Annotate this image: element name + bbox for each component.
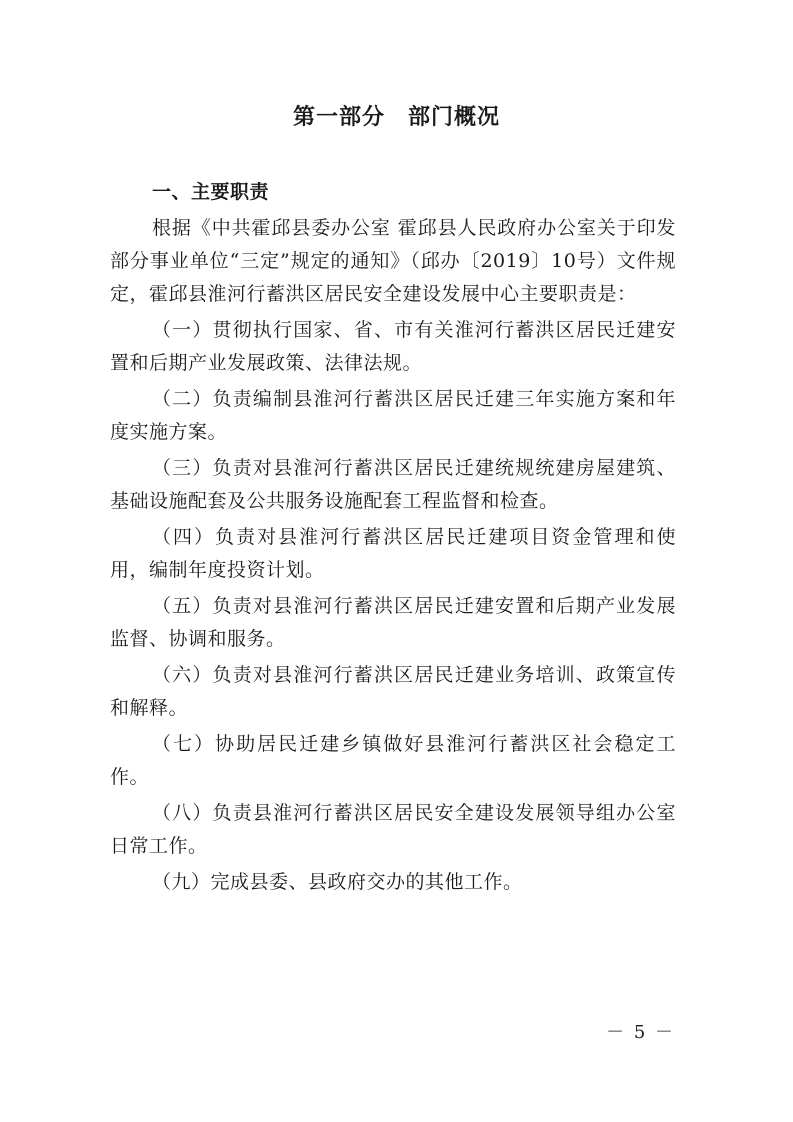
duty-item: （五）负责对县淮河行蓄洪区居民迁建安置和后期产业发展监督、协调和服务。 (110, 595, 676, 650)
section-heading: 一、主要职责 (152, 181, 270, 203)
duty-item: （九）完成县委、县政府交办的其他工作。 (152, 871, 523, 893)
document-body (110, 176, 676, 902)
duty-item: （一）贯彻执行国家、省、市有关淮河行蓄洪区居民迁建安置和后期产业发展政策、法律法规。 (110, 319, 676, 374)
duty-item: （六）负责对县淮河行蓄洪区居民迁建业务培训、政策宣传和解释。 (110, 664, 676, 719)
page-number: － 5 － (606, 1022, 675, 1043)
duty-item: （四）负责对县淮河行蓄洪区居民迁建项目资金管理和使用，编制年度投资计划。 (110, 526, 676, 581)
duty-item: （七）协助居民迁建乡镇做好县淮河行蓄洪区社会稳定工作。 (110, 733, 676, 788)
duty-item: （三）负责对县淮河行蓄洪区居民迁建统规统建房屋建筑、基础设施配套及公共服务设施配套工程监督和检查。 (110, 457, 676, 512)
duty-item: （八）负责县淮河行蓄洪区居民安全建设发展领导组办公室日常工作。 (110, 802, 676, 857)
duty-item: （二）负责编制县淮河行蓄洪区居民迁建三年实施方案和年度实施方案。 (110, 388, 676, 443)
intro-paragraph: 根据《中共霍邱县委办公室 霍邱县人民政府办公室关于印发部分事业单位“三定”规定的通知》（邱办〔2019〕10号）文件规定，霍邱县淮河行蓄洪区居民安全建设发展中心主要职责是： (110, 217, 676, 305)
page-title: 第一部分 部门概况 (292, 105, 500, 130)
